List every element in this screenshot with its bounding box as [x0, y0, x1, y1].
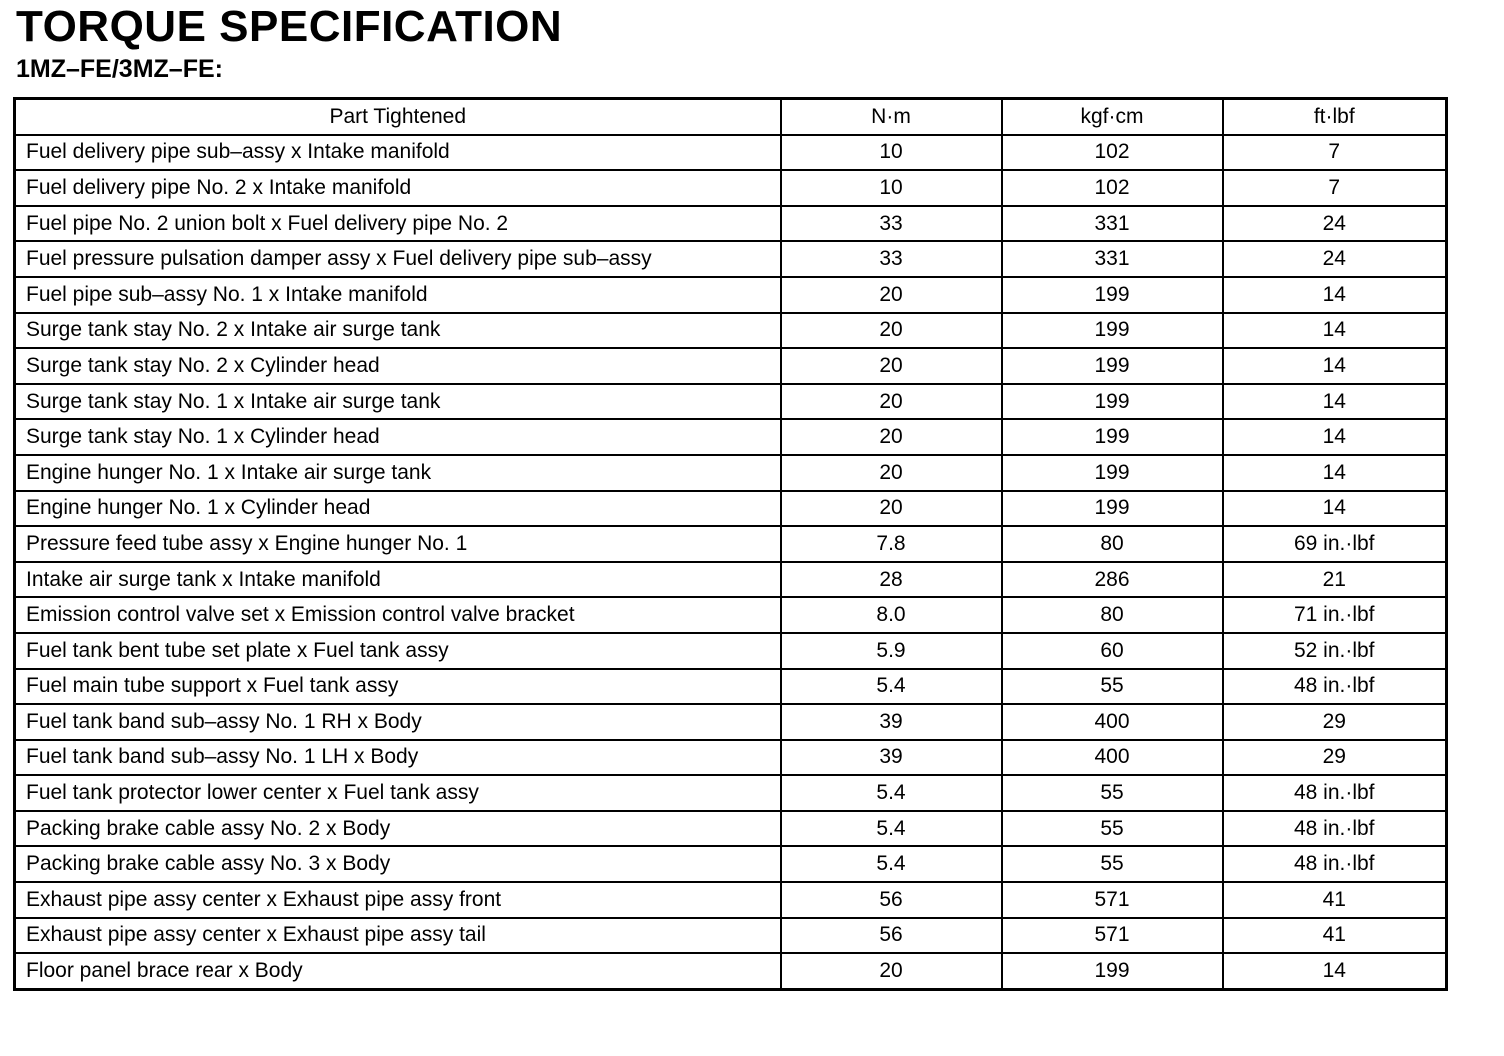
nm-cell: 20 [781, 348, 1002, 384]
table-row [15, 740, 1447, 776]
kgfcm-cell: 400 [1002, 740, 1223, 776]
kgfcm-cell: 400 [1002, 704, 1223, 740]
part-cell: Exhaust pipe assy center x Exhaust pipe assy tail [15, 918, 781, 954]
column-header-nm: N·m [781, 99, 1002, 135]
table-row [15, 419, 1447, 455]
nm-cell: 20 [781, 491, 1002, 527]
kgfcm-cell: 199 [1002, 313, 1223, 349]
kgfcm-cell: 286 [1002, 562, 1223, 598]
table-row [15, 206, 1447, 242]
nm-cell: 20 [781, 313, 1002, 349]
ftlbf-cell: 14 [1223, 313, 1447, 349]
table-row [15, 526, 1447, 562]
ftlbf-cell: 41 [1223, 882, 1447, 918]
nm-cell: 28 [781, 562, 1002, 598]
table-row [15, 170, 1447, 206]
kgfcm-cell: 55 [1002, 669, 1223, 705]
table-row [15, 882, 1447, 918]
nm-cell: 20 [781, 953, 1002, 989]
kgfcm-cell: 80 [1002, 597, 1223, 633]
table-row [15, 348, 1447, 384]
ftlbf-cell: 24 [1223, 206, 1447, 242]
column-header-ftlbf: ft·lbf [1223, 99, 1447, 135]
kgfcm-cell: 199 [1002, 491, 1223, 527]
part-cell: Intake air surge tank x Intake manifold [15, 562, 781, 598]
nm-cell: 56 [781, 882, 1002, 918]
kgfcm-cell: 199 [1002, 419, 1223, 455]
kgfcm-cell: 571 [1002, 882, 1223, 918]
table-row [15, 775, 1447, 811]
table-row [15, 562, 1447, 598]
part-cell: Fuel tank band sub–assy No. 1 RH x Body [15, 704, 781, 740]
part-cell: Packing brake cable assy No. 2 x Body [15, 811, 781, 847]
ftlbf-cell: 14 [1223, 277, 1447, 313]
nm-cell: 20 [781, 277, 1002, 313]
ftlbf-cell: 14 [1223, 419, 1447, 455]
table-row [15, 811, 1447, 847]
kgfcm-cell: 331 [1002, 206, 1223, 242]
ftlbf-cell: 71 in.·lbf [1223, 597, 1447, 633]
page-title: TORQUE SPECIFICATION [16, 2, 563, 51]
table-row [15, 135, 1447, 171]
nm-cell: 8.0 [781, 597, 1002, 633]
nm-cell: 7.8 [781, 526, 1002, 562]
kgfcm-cell: 60 [1002, 633, 1223, 669]
table-row [15, 918, 1447, 954]
ftlbf-cell: 24 [1223, 241, 1447, 277]
table-row [15, 669, 1447, 705]
kgfcm-cell: 199 [1002, 348, 1223, 384]
table-header-row [15, 99, 1447, 135]
ftlbf-cell: 48 in.·lbf [1223, 846, 1447, 882]
part-cell: Surge tank stay No. 1 x Cylinder head [15, 419, 781, 455]
part-cell: Surge tank stay No. 1 x Intake air surge tank [15, 384, 781, 420]
ftlbf-cell: 52 in.·lbf [1223, 633, 1447, 669]
nm-cell: 20 [781, 455, 1002, 491]
ftlbf-cell: 48 in.·lbf [1223, 775, 1447, 811]
part-cell: Surge tank stay No. 2 x Intake air surge tank [15, 313, 781, 349]
kgfcm-cell: 55 [1002, 811, 1223, 847]
ftlbf-cell: 48 in.·lbf [1223, 811, 1447, 847]
ftlbf-cell: 14 [1223, 491, 1447, 527]
part-cell: Fuel tank band sub–assy No. 1 LH x Body [15, 740, 781, 776]
ftlbf-cell: 21 [1223, 562, 1447, 598]
table-row [15, 241, 1447, 277]
part-cell: Emission control valve set x Emission control valve bracket [15, 597, 781, 633]
nm-cell: 56 [781, 918, 1002, 954]
part-cell: Exhaust pipe assy center x Exhaust pipe assy front [15, 882, 781, 918]
kgfcm-cell: 80 [1002, 526, 1223, 562]
table-body [15, 135, 1447, 990]
kgfcm-cell: 55 [1002, 775, 1223, 811]
nm-cell: 5.4 [781, 775, 1002, 811]
kgfcm-cell: 102 [1002, 170, 1223, 206]
engine-subtitle: 1MZ–FE/3MZ–FE: [16, 55, 223, 83]
ftlbf-cell: 14 [1223, 455, 1447, 491]
table-row [15, 455, 1447, 491]
kgfcm-cell: 571 [1002, 918, 1223, 954]
nm-cell: 20 [781, 419, 1002, 455]
part-cell: Engine hunger No. 1 x Cylinder head [15, 491, 781, 527]
ftlbf-cell: 41 [1223, 918, 1447, 954]
part-cell: Fuel tank protector lower center x Fuel tank assy [15, 775, 781, 811]
kgfcm-cell: 331 [1002, 241, 1223, 277]
column-header-part: Part Tightened [15, 99, 781, 135]
ftlbf-cell: 14 [1223, 384, 1447, 420]
part-cell: Engine hunger No. 1 x Intake air surge tank [15, 455, 781, 491]
table-row [15, 846, 1447, 882]
nm-cell: 33 [781, 206, 1002, 242]
kgfcm-cell: 55 [1002, 846, 1223, 882]
torque-spec-table [13, 97, 1448, 991]
part-cell: Fuel pipe No. 2 union bolt x Fuel delivery pipe No. 2 [15, 206, 781, 242]
part-cell: Fuel delivery pipe sub–assy x Intake manifold [15, 135, 781, 171]
part-cell: Packing brake cable assy No. 3 x Body [15, 846, 781, 882]
nm-cell: 20 [781, 384, 1002, 420]
kgfcm-cell: 199 [1002, 455, 1223, 491]
part-cell: Fuel delivery pipe No. 2 x Intake manifold [15, 170, 781, 206]
ftlbf-cell: 69 in.·lbf [1223, 526, 1447, 562]
nm-cell: 10 [781, 135, 1002, 171]
nm-cell: 5.4 [781, 846, 1002, 882]
part-cell: Fuel tank bent tube set plate x Fuel tank assy [15, 633, 781, 669]
ftlbf-cell: 29 [1223, 704, 1447, 740]
part-cell: Fuel pressure pulsation damper assy x Fuel delivery pipe sub–assy [15, 241, 781, 277]
nm-cell: 39 [781, 740, 1002, 776]
part-cell: Fuel pipe sub–assy No. 1 x Intake manifold [15, 277, 781, 313]
ftlbf-cell: 14 [1223, 953, 1447, 989]
kgfcm-cell: 199 [1002, 953, 1223, 989]
nm-cell: 39 [781, 704, 1002, 740]
table-row [15, 384, 1447, 420]
table-row [15, 953, 1447, 989]
kgfcm-cell: 102 [1002, 135, 1223, 171]
nm-cell: 10 [781, 170, 1002, 206]
nm-cell: 5.9 [781, 633, 1002, 669]
ftlbf-cell: 14 [1223, 348, 1447, 384]
part-cell: Pressure feed tube assy x Engine hunger No. 1 [15, 526, 781, 562]
part-cell: Fuel main tube support x Fuel tank assy [15, 669, 781, 705]
nm-cell: 5.4 [781, 811, 1002, 847]
column-header-kgfcm: kgf·cm [1002, 99, 1223, 135]
ftlbf-cell: 7 [1223, 135, 1447, 171]
kgfcm-cell: 199 [1002, 384, 1223, 420]
kgfcm-cell: 199 [1002, 277, 1223, 313]
part-cell: Surge tank stay No. 2 x Cylinder head [15, 348, 781, 384]
nm-cell: 33 [781, 241, 1002, 277]
table-row [15, 633, 1447, 669]
table-row [15, 313, 1447, 349]
table-row [15, 277, 1447, 313]
table-row [15, 491, 1447, 527]
part-cell: Floor panel brace rear x Body [15, 953, 781, 989]
ftlbf-cell: 7 [1223, 170, 1447, 206]
ftlbf-cell: 48 in.·lbf [1223, 669, 1447, 705]
table-row [15, 597, 1447, 633]
nm-cell: 5.4 [781, 669, 1002, 705]
ftlbf-cell: 29 [1223, 740, 1447, 776]
table-row [15, 704, 1447, 740]
